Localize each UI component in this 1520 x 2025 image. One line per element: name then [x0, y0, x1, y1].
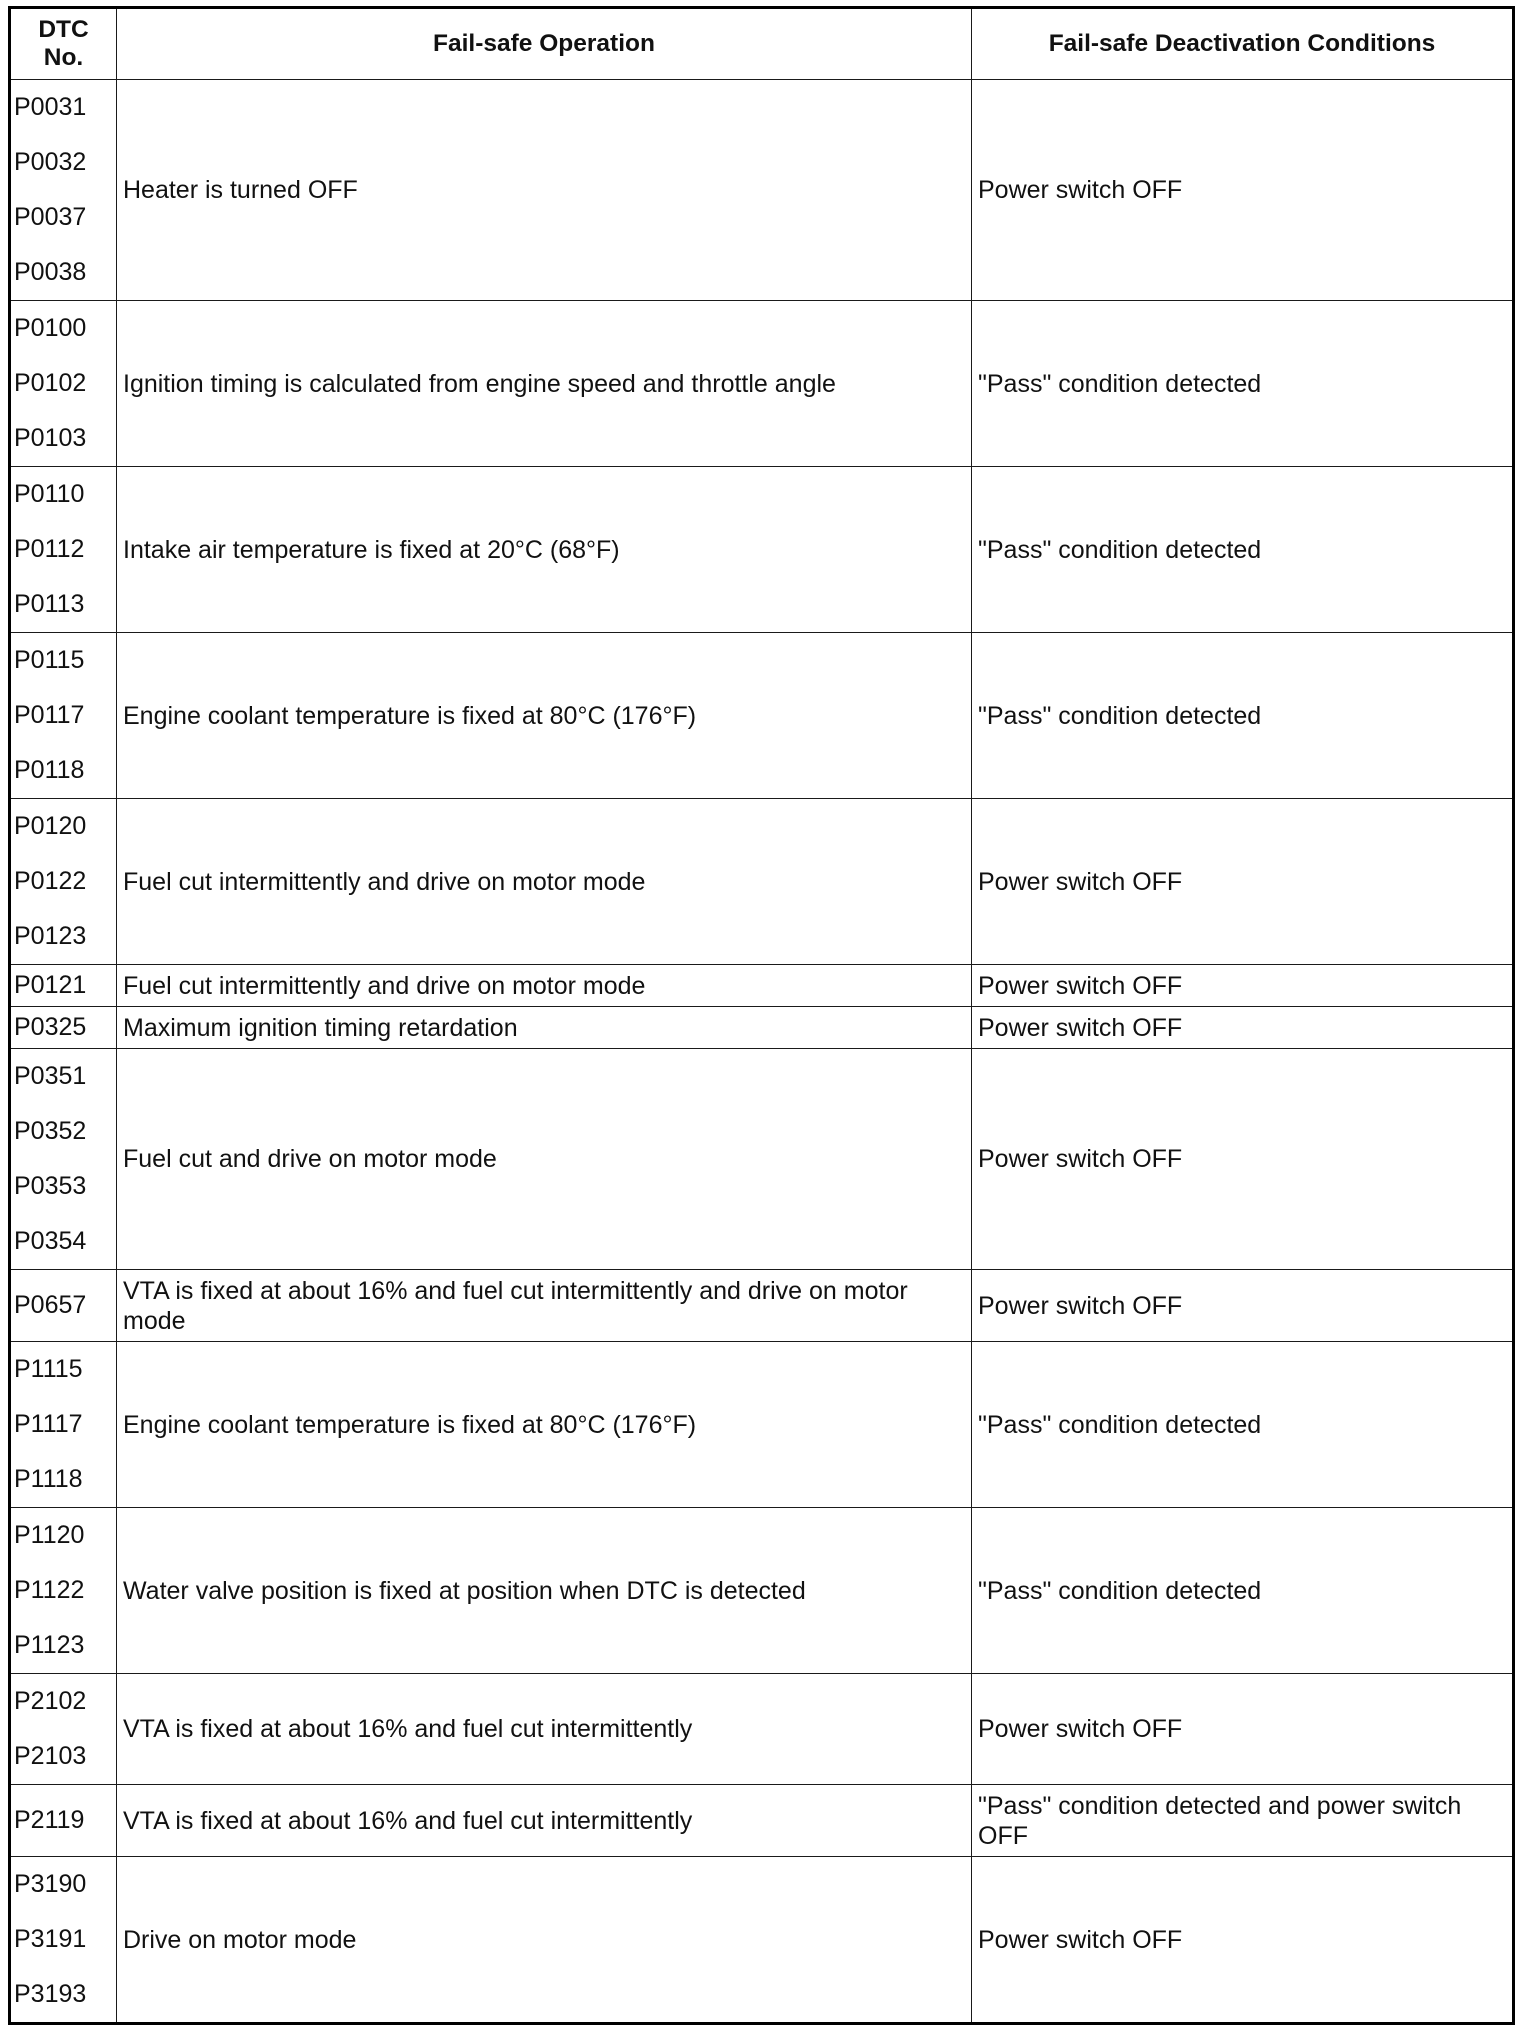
- table-row: [10, 1857, 1514, 2024]
- dtc-codes-cell: [10, 1857, 117, 2024]
- table-row: [10, 633, 1514, 799]
- dtc-code: P0102: [14, 369, 87, 397]
- failsafe-operation-cell: VTA is fixed at about 16% and fuel cut intermittently and drive on motor mode: [117, 1270, 972, 1342]
- deactivation-condition-cell: "Pass" condition detected: [972, 301, 1514, 467]
- table-row: [10, 1049, 1514, 1270]
- header-dtc-no: DTC No.: [10, 8, 117, 80]
- deactivation-condition-cell: Power switch OFF: [972, 80, 1514, 301]
- dtc-codes-cell: [10, 799, 117, 965]
- dtc-code: P2103: [14, 1742, 87, 1770]
- dtc-codes-cell: [10, 467, 117, 633]
- dtc-codes-cell: [10, 633, 117, 799]
- dtc-code: P0352: [14, 1117, 87, 1145]
- dtc-code: P1117: [14, 1410, 83, 1438]
- failsafe-operation-cell: VTA is fixed at about 16% and fuel cut intermittently: [117, 1785, 972, 1857]
- dtc-code: P0122: [14, 867, 87, 895]
- dtc-code: P1120: [14, 1521, 85, 1549]
- dtc-code: P3193: [14, 1980, 87, 2008]
- dtc-codes-cell: [10, 1049, 117, 1270]
- dtc-code: P0112: [14, 535, 85, 563]
- table-row: [10, 1508, 1514, 1674]
- failsafe-operation-cell: Drive on motor mode: [117, 1857, 972, 2024]
- dtc-codes-cell: [10, 80, 117, 301]
- dtc-code: P0038: [14, 258, 87, 286]
- dtc-codes-cell: [10, 1270, 117, 1342]
- deactivation-condition-cell: Power switch OFF: [972, 1270, 1514, 1342]
- dtc-code: P3191: [14, 1925, 87, 1953]
- dtc-code: P0657: [14, 1291, 87, 1319]
- dtc-code: P0032: [14, 148, 87, 176]
- table-row: [10, 80, 1514, 301]
- dtc-codes-cell: [10, 301, 117, 467]
- failsafe-operation-cell: Maximum ignition timing retardation: [117, 1007, 972, 1049]
- dtc-code: P0113: [14, 590, 85, 618]
- dtc-code: P0037: [14, 203, 87, 231]
- table-row: [10, 467, 1514, 633]
- dtc-codes-cell: [10, 1508, 117, 1674]
- dtc-code: P0117: [14, 701, 85, 729]
- failsafe-operation-cell: Intake air temperature is fixed at 20°C (68°F): [117, 467, 972, 633]
- dtc-codes-cell: [10, 1785, 117, 1857]
- dtc-code: P0123: [14, 922, 87, 950]
- dtc-code: P0120: [14, 812, 87, 840]
- dtc-code: P0031: [14, 93, 87, 121]
- table-row: [10, 1270, 1514, 1342]
- failsafe-operation-cell: Engine coolant temperature is fixed at 80°C (176°F): [117, 633, 972, 799]
- dtc-code: P0103: [14, 424, 87, 452]
- dtc-code: P2102: [14, 1687, 87, 1715]
- dtc-code: P0351: [14, 1062, 87, 1090]
- dtc-code: P1123: [14, 1631, 85, 1659]
- table-row: [10, 301, 1514, 467]
- dtc-code: P0325: [14, 1013, 87, 1041]
- failsafe-operation-cell: Heater is turned OFF: [117, 80, 972, 301]
- table-row: [10, 799, 1514, 965]
- deactivation-condition-cell: Power switch OFF: [972, 965, 1514, 1007]
- failsafe-operation-cell: Fuel cut intermittently and drive on motor mode: [117, 965, 972, 1007]
- failsafe-operation-cell: Water valve position is fixed at position when DTC is detected: [117, 1508, 972, 1674]
- deactivation-condition-cell: "Pass" condition detected: [972, 1508, 1514, 1674]
- deactivation-condition-cell: Power switch OFF: [972, 1007, 1514, 1049]
- dtc-codes-cell: [10, 1342, 117, 1508]
- table-row: [10, 965, 1514, 1007]
- deactivation-condition-cell: "Pass" condition detected and power switch OFF: [972, 1785, 1514, 1857]
- dtc-code: P0115: [14, 646, 85, 674]
- table-row: [10, 1007, 1514, 1049]
- failsafe-operation-cell: VTA is fixed at about 16% and fuel cut intermittently: [117, 1674, 972, 1785]
- table-body: [10, 80, 1514, 2024]
- dtc-code: P1115: [14, 1355, 83, 1383]
- failsafe-operation-cell: Engine coolant temperature is fixed at 80°C (176°F): [117, 1342, 972, 1508]
- table-row: [10, 1674, 1514, 1785]
- dtc-code: P0354: [14, 1227, 87, 1255]
- deactivation-condition-cell: Power switch OFF: [972, 1857, 1514, 2024]
- dtc-codes-cell: [10, 965, 117, 1007]
- failsafe-operation-cell: Fuel cut intermittently and drive on motor mode: [117, 799, 972, 965]
- deactivation-condition-cell: "Pass" condition detected: [972, 633, 1514, 799]
- dtc-code: P2119: [14, 1806, 85, 1834]
- deactivation-condition-cell: Power switch OFF: [972, 1674, 1514, 1785]
- dtc-code: P1118: [14, 1465, 83, 1493]
- dtc-code: P0110: [14, 480, 85, 508]
- dtc-code: P0121: [14, 971, 87, 999]
- deactivation-condition-cell: "Pass" condition detected: [972, 467, 1514, 633]
- deactivation-condition-cell: "Pass" condition detected: [972, 1342, 1514, 1508]
- dtc-code: P0100: [14, 314, 87, 342]
- dtc-code: P0118: [14, 756, 85, 784]
- failsafe-table: [8, 6, 1515, 2025]
- deactivation-condition-cell: Power switch OFF: [972, 1049, 1514, 1270]
- dtc-code: P0353: [14, 1172, 87, 1200]
- deactivation-condition-cell: Power switch OFF: [972, 799, 1514, 965]
- header-failsafe-operation: Fail-safe Operation: [117, 8, 972, 80]
- failsafe-operation-cell: Ignition timing is calculated from engine speed and throttle angle: [117, 301, 972, 467]
- dtc-codes-cell: [10, 1007, 117, 1049]
- table-header-row: [10, 8, 1514, 80]
- dtc-codes-cell: [10, 1674, 117, 1785]
- table-row: [10, 1785, 1514, 1857]
- failsafe-operation-cell: Fuel cut and drive on motor mode: [117, 1049, 972, 1270]
- table-row: [10, 1342, 1514, 1508]
- dtc-code: P1122: [14, 1576, 85, 1604]
- dtc-code: P3190: [14, 1870, 87, 1898]
- header-deactivation-conditions: Fail-safe Deactivation Conditions: [972, 8, 1514, 80]
